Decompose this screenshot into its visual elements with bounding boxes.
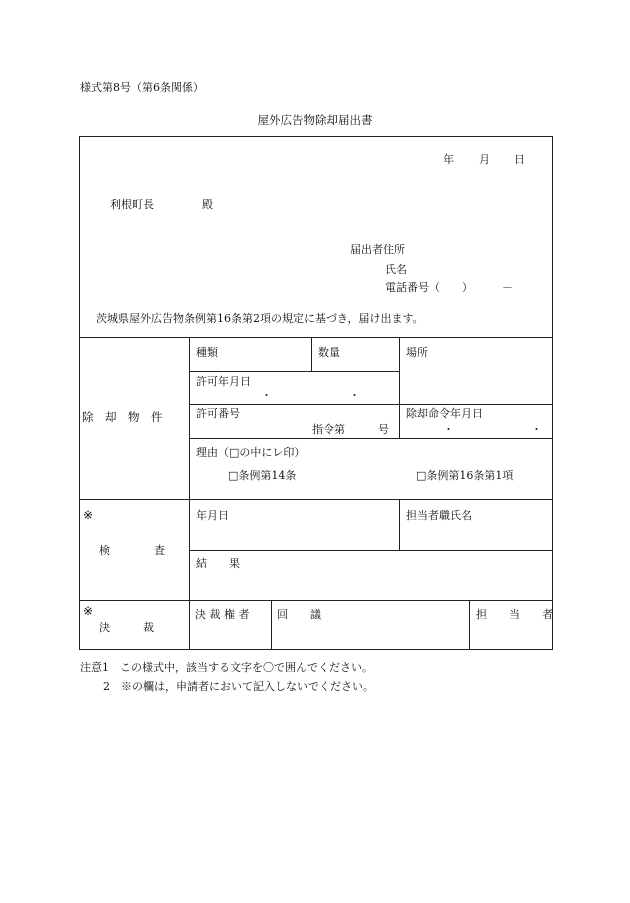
applicant-phone-dash: － xyxy=(502,281,513,294)
inspection-officer-label: 担当者職氏名 xyxy=(406,509,472,522)
divider xyxy=(79,337,553,338)
inspection-section-label: 検 査 xyxy=(99,544,165,557)
type-label: 種類 xyxy=(196,346,218,359)
divider xyxy=(79,600,553,601)
divider xyxy=(189,404,553,405)
removal-section-label: 除 却 物 件 xyxy=(82,410,163,424)
permit-number-label: 許可番号 xyxy=(196,407,240,420)
circulation-label: 回 議 xyxy=(277,608,321,621)
location-label: 場所 xyxy=(406,346,428,359)
divider xyxy=(469,600,470,650)
divider xyxy=(311,337,312,371)
inspection-date-label: 年月日 xyxy=(196,509,229,522)
form-number: 様式第8号（第6条関係） xyxy=(80,81,204,94)
permit-date-dots: ・ ・ xyxy=(261,389,360,402)
divider xyxy=(189,438,553,439)
divider xyxy=(399,337,400,438)
note-1: 注意1 この様式中，該当する文字を〇で囲んでください。 xyxy=(80,661,373,674)
reason-label: 理由（□の中にレ印） xyxy=(196,446,306,459)
divider xyxy=(79,499,553,500)
divider xyxy=(189,337,190,650)
applicant-phone-label: 電話番号（ ） xyxy=(385,281,473,294)
reason-option-art16[interactable]: □条例第16条第1項 xyxy=(416,469,514,482)
document-title: 屋外広告物除却届出書 xyxy=(257,113,373,127)
inspection-mark: ※ xyxy=(83,508,94,522)
applicant-address-label: 届出者住所 xyxy=(350,243,405,256)
divider xyxy=(189,371,399,372)
quantity-label: 数量 xyxy=(318,346,340,359)
inspection-result-label: 結 果 xyxy=(196,557,240,570)
decision-authority-label: 決 裁 権 者 xyxy=(195,608,250,621)
removal-order-date-label: 除却命令年月日 xyxy=(406,407,483,420)
divider xyxy=(399,499,400,550)
person-in-charge-label: 担 当 者 xyxy=(476,608,553,621)
date-day: 日 xyxy=(514,153,525,166)
date-month: 月 xyxy=(479,153,490,166)
reason-option-art14[interactable]: □条例第14条 xyxy=(228,469,297,482)
addressee-name: 利根町長 xyxy=(110,198,154,211)
divider xyxy=(189,550,553,551)
removal-order-dots: ・ ・ xyxy=(443,423,542,436)
applicant-name-label: 氏名 xyxy=(385,263,407,276)
divider xyxy=(271,600,272,650)
date-year: 年 xyxy=(443,153,454,166)
permit-number-format: 指令第 号 xyxy=(312,423,389,436)
statement-text: 茨城県屋外広告物条例第16条第2項の規定に基づき，届け出ます。 xyxy=(96,312,424,325)
addressee-honorific: 殿 xyxy=(202,198,213,211)
note-2: 2 ※の欄は，申請者において記入しないでください。 xyxy=(103,680,374,693)
decision-mark: ※ xyxy=(83,604,94,618)
decision-section-label: 決 裁 xyxy=(99,621,154,634)
permit-date-label: 許可年月日 xyxy=(196,375,251,388)
